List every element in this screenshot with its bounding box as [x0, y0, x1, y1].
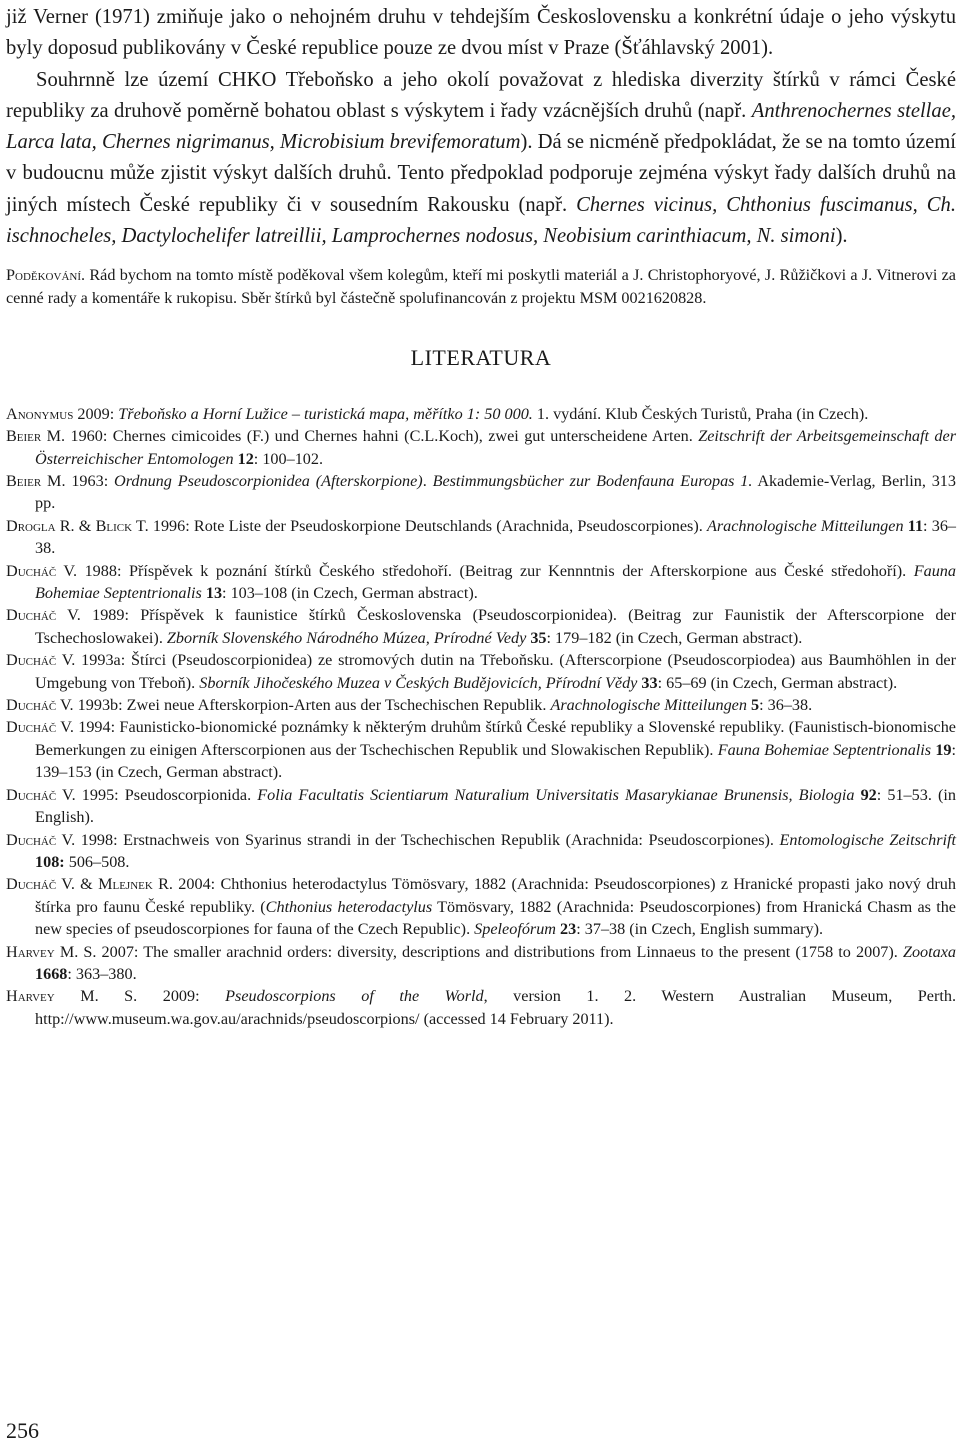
reference-text: 1989: Příspěvek k faunistice štírků Československa (Pseudoscorpionidea). (Beitrag zur Faunistik der Afterscorpione der Tschechoslowakei). — [35, 606, 956, 647]
body-text — [6, 2, 956, 252]
reference-volume: 1668 — [35, 964, 68, 983]
reference-text: 1996: Rote Liste der Pseudoskorpione Deutschlands (Arachnida, Pseudoscorpiones). — [148, 516, 707, 535]
reference-text: , version 1. 2. Western Australian Museum, Perth. http://www.museum.wa.gov.au/arachnids/pseudoscorpions/ (accessed 14 February 2011). — [35, 987, 956, 1028]
literature-heading: LITERATURA — [410, 344, 552, 370]
reference-author: Harvey M. S. — [6, 987, 138, 1006]
reference-pages: : 51–53. (in English). — [35, 785, 956, 827]
acknowledgement-label: Poděkování. — [6, 266, 86, 285]
reference-title-italic: Ordnung Pseudoscorpionidea (Afterskorpione) — [114, 472, 423, 490]
reference-title-italic: Fauna Bohemiae Septentrionalis — [35, 561, 956, 603]
p2-species-list-2: Chernes vicinus, Chthonius fuscimanus, Ch. ischnocheles, Dactylochelifer latreillii, Lamprochernes nodosus, Neobisium carinthiacum, N. simoni — [6, 193, 956, 248]
reference-entry — [6, 784, 956, 829]
reference-title-italic: Třeboňsko a Horní Lužice – turistická mapa, měřítko 1: 50 000. — [118, 404, 533, 423]
reference-title-italic: Entomologische Zeitschrift — [779, 830, 956, 849]
reference-pages: : 363–380. — [67, 964, 137, 983]
p2-text-a: Souhrnně lze území CHKO Třeboňsko a jeho okolí považovat z hlediska diverzity štírků v rámci České republiky za druhově poměrně bohatou oblast s výskytem i řady vzácnějších druhů (např. — [6, 68, 956, 122]
reference-entry — [6, 829, 956, 874]
reference-volume: 11 — [907, 516, 924, 535]
reference-entry — [6, 470, 956, 515]
reference-title-italic: Folia Facultatis Scientiarum Naturalium Universitatis Masarykianae Brunensis, Biologia — [257, 785, 855, 804]
paragraph-2 — [6, 65, 956, 253]
reference-pages: 506–508. — [64, 852, 130, 871]
reference-volume: 23 — [556, 920, 577, 939]
reference-author: Ducháč V. — [6, 561, 78, 580]
reference-text: 1988: Příspěvek k poznání štírků Českého středohoří. (Beitrag zur Kennntnis der Afterskorpione aus České středohoří). — [77, 561, 914, 580]
reference-entry — [6, 716, 956, 783]
reference-author: Ducháč V. — [6, 696, 74, 715]
reference-title-italic: Zeitschrift der Arbeitsgemeinschaft der Österreichischer Entomologen — [35, 427, 956, 468]
reference-author: Ducháč V. — [6, 785, 76, 804]
reference-text: 2004: Chthonius heterodactylus Tömösvary, 1882 (Arachnida: Pseudoscorpiones) z Hranické propasti jako nový druh štírka pro faunu České republiky. ( — [35, 875, 956, 916]
reference-title-italic: Pseudoscorpions of the World — [225, 987, 484, 1006]
reference-entry — [6, 873, 956, 940]
acknowledgement — [6, 264, 956, 308]
reference-author: Drogla R. & Blick T. — [6, 516, 149, 535]
reference-text: 1963: — [65, 472, 115, 490]
reference-title-italic: Fauna Bohemiae Septentrionalis — [717, 740, 932, 759]
reference-text: 1998: Erstnachweis von Syarinus strandi in der Tschechischen Republik (Arachnida: Pseudoscorpiones). — [75, 830, 780, 849]
reference-title-italic: Arachnologische Mitteilungen — [706, 516, 904, 535]
page-number: 256 — [6, 1418, 39, 1443]
reference-volume: 108: — [35, 852, 65, 871]
reference-text: 2007: The smaller arachnid orders: diversity, descriptions and distributions from Linnaeus to the present (1758 to 2007). — [96, 942, 903, 961]
reference-volume: 13 — [205, 584, 223, 603]
reference-pages: : 100–102. — [253, 449, 324, 468]
reference-list — [6, 403, 956, 1030]
reference-text: 1995: Pseudoscorpionida. — [75, 785, 258, 804]
page — [6, 2, 956, 1030]
reference-text: 1960: Chernes cimicoides (F.) und Chernes hahni (C.L.Koch), zwei gut unterscheidene Arten. — [65, 427, 699, 446]
reference-pages: : 103–108 (in Czech, German abstract). — [222, 584, 478, 603]
reference-text: 2009: — [73, 404, 119, 423]
reference-pages: : 139–153 (in Czech, German abstract). — [35, 740, 956, 782]
reference-author: Ducháč V. — [6, 830, 76, 849]
p2-species-list-1: Anthrenochernes stellae, Larca lata, Chernes nigrimanus, Microbisium brevifemoratum — [6, 99, 956, 154]
reference-entry — [6, 515, 956, 560]
p2-text-e: ). — [835, 225, 848, 248]
reference-title-italic: Arachnologische Mitteilungen — [550, 696, 747, 715]
acknowledgement-text: Rád bychom na tomto místě poděkoval všem kolegům, kteří mi poskytli materiál a J. Christophoryové, J. Růžičkovi a J. Vitnerovi za cenné rady a komentáře k rukopisu. Sběr štírků byl částečně spolufinancován z projektu MSM 0021620828. — [6, 266, 956, 307]
reference-entry — [6, 941, 956, 986]
reference-author: Ducháč V. & Mlejnek R. — [6, 875, 173, 894]
reference-text: 1994: Faunisticko-bionomické poznámky k některým druhům štírků České republiky a Slovenské republiky. (Faunistisch-bionomische Bemerkungen zu einigen Afterscorpionen aus der Tschechischen Republik und Slowakischen Republik). — [35, 718, 956, 759]
reference-author: Beier M. — [6, 472, 66, 490]
reference-entry — [6, 425, 956, 470]
reference-title-italic: Zborník Slovenského Národného Múzea, Prírodné Vedy — [166, 628, 527, 647]
reference-text: . — [422, 472, 433, 490]
reference-entry — [6, 649, 956, 694]
reference-author: Ducháč V. — [6, 651, 76, 670]
reference-pages: : 37–38 (in Czech, English summary). — [576, 920, 824, 939]
reference-text: Tömösvary, 1882 (Arachnida: Pseudoscorpiones) from Hranická Chasm as the new species of pseudoscorpiones for fauna of the Czech Republic). — [35, 897, 956, 939]
reference-entry — [6, 560, 956, 605]
reference-text: 1993b: Zwei neue Afterskorpion-Arten aus der Tschechischen Republik. — [73, 696, 551, 715]
reference-text: 2009: — [137, 987, 226, 1006]
reference-entry — [6, 985, 956, 1030]
reference-volume: 5 — [751, 696, 760, 715]
reference-entry — [6, 403, 956, 425]
reference-entry — [6, 694, 956, 716]
reference-pages: : 65–69 (in Czech, German abstract). — [657, 673, 898, 692]
reference-pages: : 179–182 (in Czech, German abstract). — [546, 628, 803, 647]
paragraph-1: již Verner (1971) zmiňuje jako o nehojném druhu v tehdejším Československu a konkrétní údaje o jeho výskytu byly doposud publikovány v České republice pouze ze dvou míst v Praze (Šťáhlavský 2001). — [6, 6, 956, 60]
reference-volume: 33 — [641, 673, 658, 692]
reference-author: Ducháč V. — [6, 606, 81, 625]
reference-title-italic: Chthonius heterodactylus — [265, 897, 433, 916]
p2-text-c: ). Dá se nicméně předpokládat, že se na tomto území v budoucnu může zjistit výskyt dalších druhů. Tento předpoklad podporuje zejména výskyt řady dalších druhů na jiných místech České republiky či v sousedním Rakousku (např. — [6, 131, 957, 216]
reference-author: Beier M. — [6, 427, 66, 446]
reference-author: Anonymus — [6, 404, 74, 423]
reference-entry — [6, 604, 956, 649]
reference-volume: 19 — [935, 740, 952, 759]
reference-text: 1. vydání. Klub Českých Turistů, Praha (in Czech). — [532, 404, 869, 423]
reference-volume: 92 — [860, 785, 877, 804]
reference-text: 1993a: Štírci (Pseudoscorpionidea) ze stromových dutin na Třeboňsku. (Afterscorpione (Pseudoscorpiodea) aus Baumhöhlen in der Umgebung von Třeboň). — [35, 651, 956, 692]
reference-pages: : 36–38. — [35, 516, 957, 558]
reference-pages: : 36–38. — [759, 696, 813, 715]
reference-author: Harvey M. S. — [6, 942, 97, 961]
reference-source-italic: Bestimmungsbücher zur Bodenfauna Europas 1. — [432, 472, 753, 490]
reference-pages: Akademie-Verlag, Berlin, 313 pp. — [35, 472, 956, 513]
reference-author: Ducháč V. — [6, 718, 74, 737]
reference-title-italic: Sborník Jihočeského Muzea v Českých Budějovicích, Přírodní Vědy — [199, 673, 638, 692]
reference-title-italic: Zootaxa — [902, 942, 957, 961]
reference-source-italic: Speleofórum — [474, 920, 556, 939]
reference-volume: 35 — [530, 628, 547, 647]
reference-volume: 12 — [237, 449, 254, 468]
